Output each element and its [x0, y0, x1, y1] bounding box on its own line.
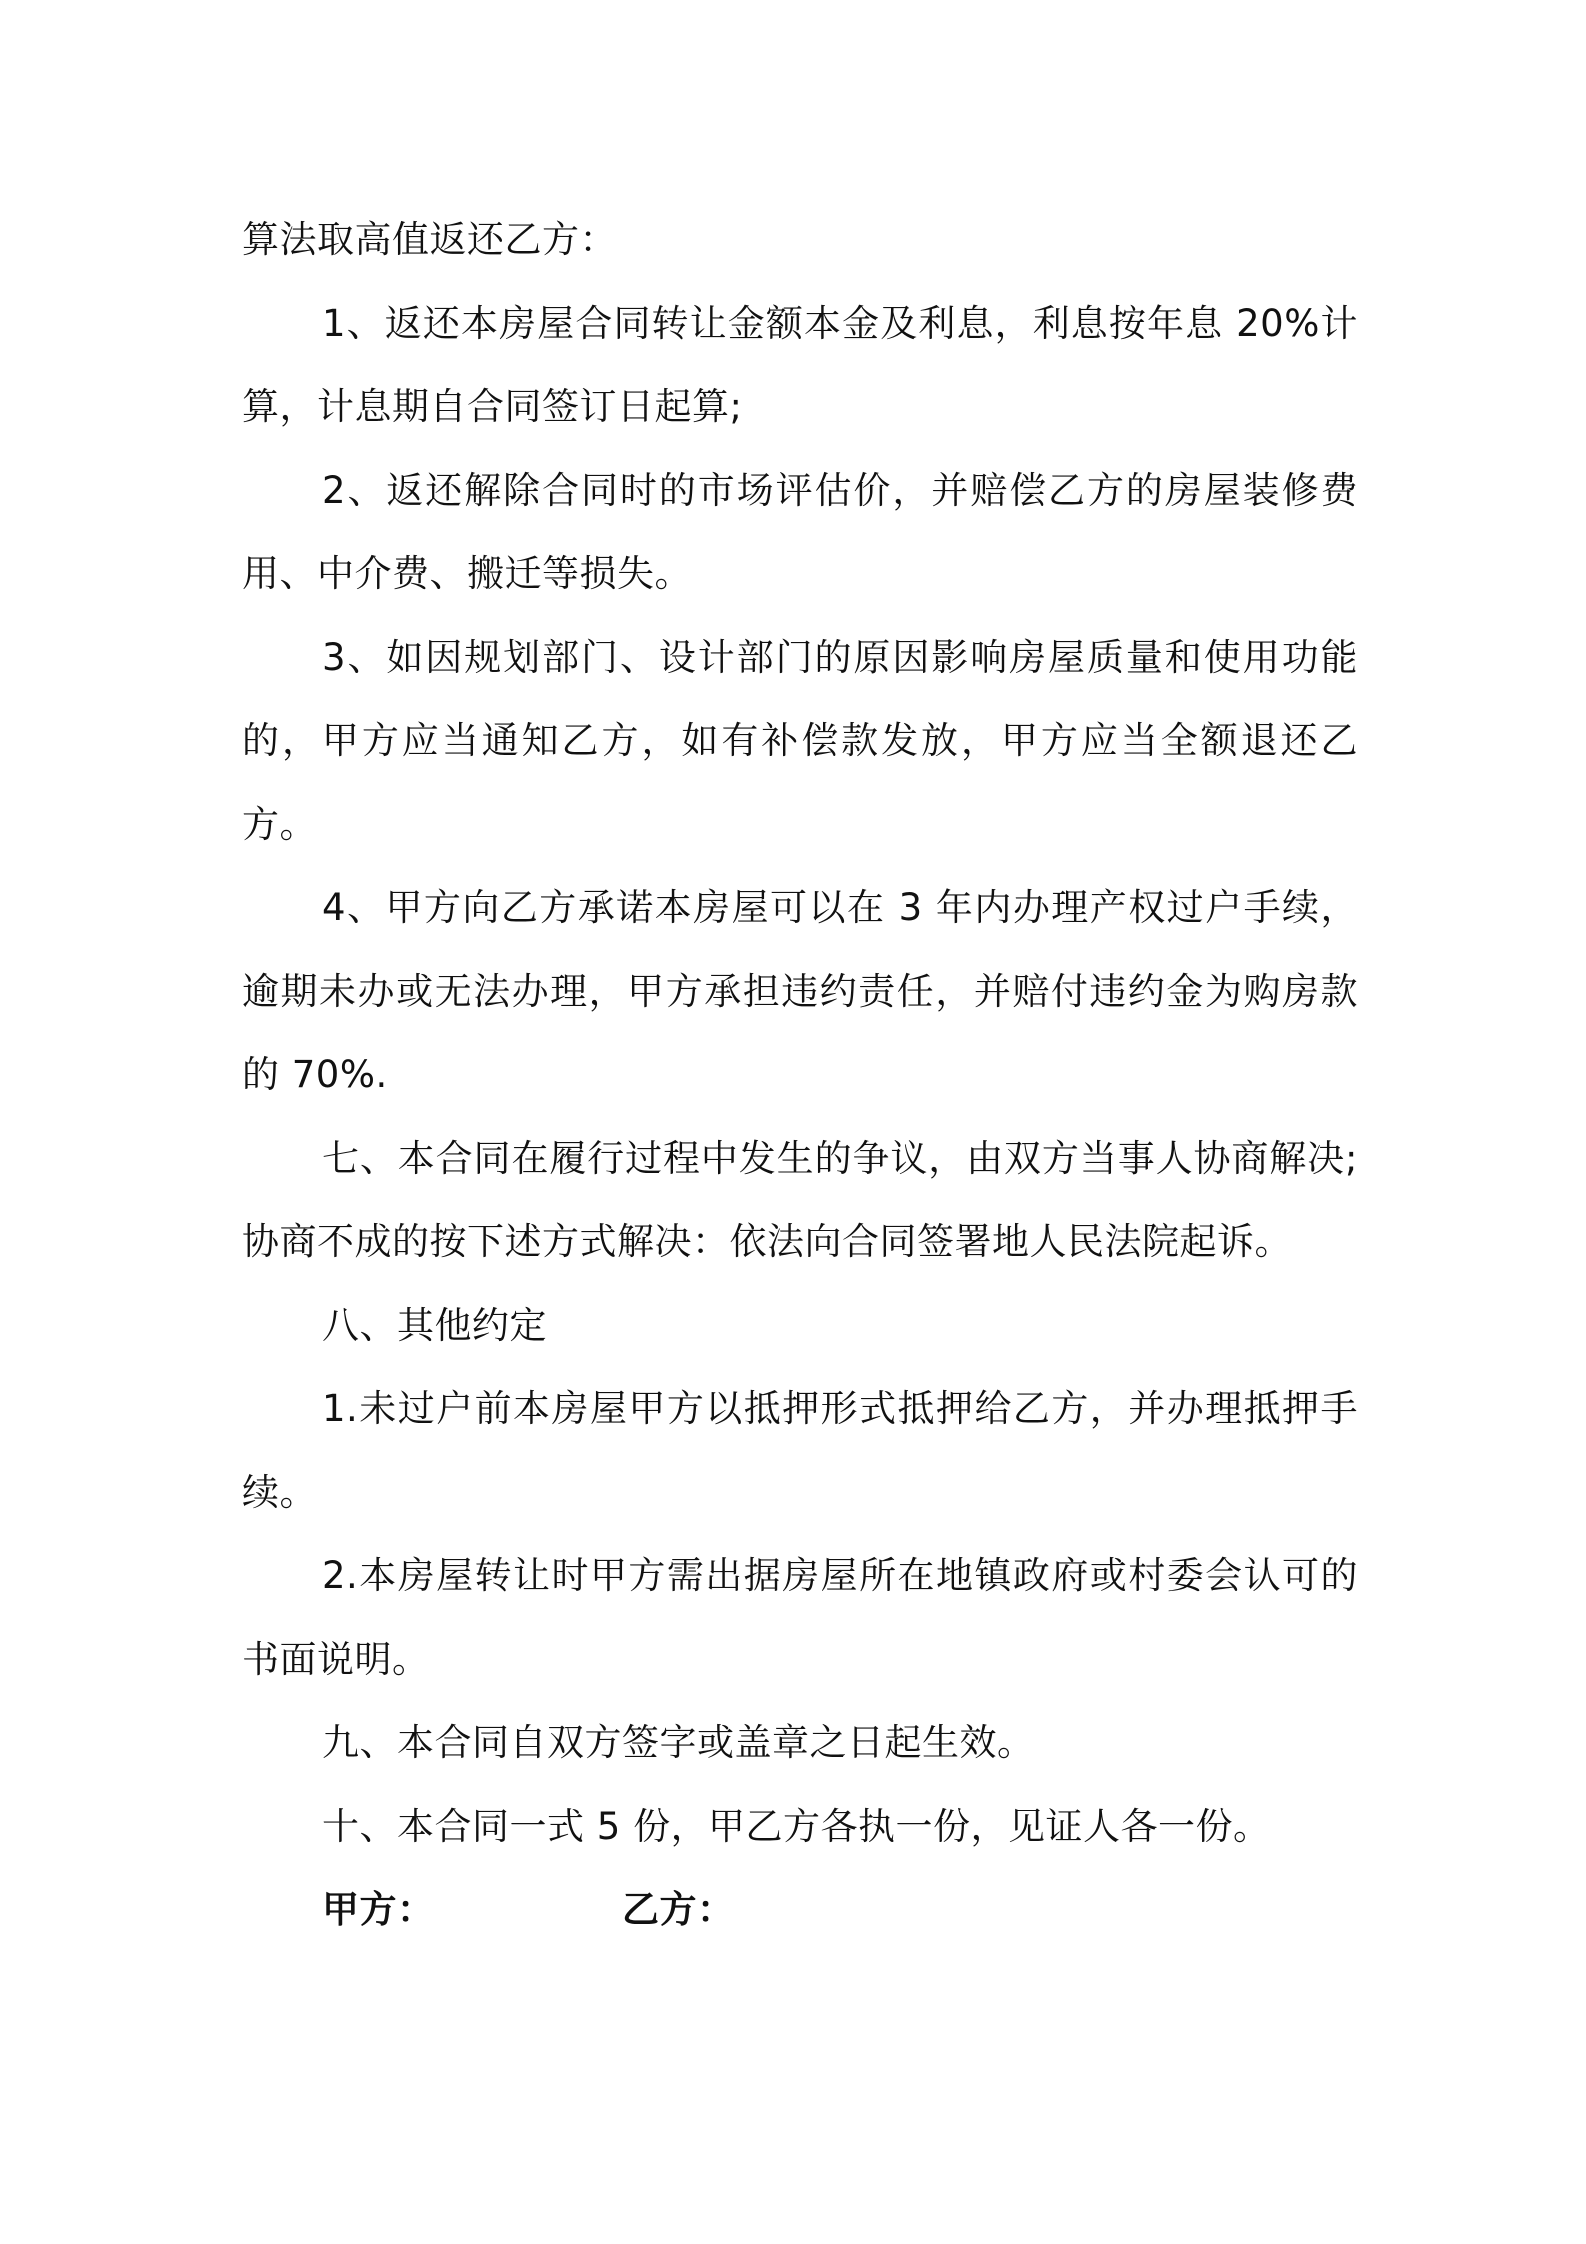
paragraph-item-4-title-transfer: 4、甲方向乙方承诺本房屋可以在 3 年内办理产权过户手续，逾期未办或无法办理，甲方承担违约责任，并赔付违约金为购房款的 70%.	[242, 886, 1358, 1096]
party-a-signature-label: 甲方：	[322, 1888, 435, 1931]
paragraph-item-2-refund-valuation: 2、返还解除合同时的市场评估价，并赔偿乙方的房屋装修费用、中介费、搬迁等损失。	[242, 468, 1358, 595]
paragraph-section-8-item-2-written-statement: 2.本房屋转让时甲方需出据房屋所在地镇政府或村委会认可的书面说明。	[242, 1554, 1358, 1681]
paragraph-section-8-heading: 八、其他约定	[322, 1303, 547, 1347]
document-body	[242, 198, 1358, 1952]
paragraph-section-9-effective: 九、本合同自双方签字或盖章之日起生效。	[322, 1721, 1035, 1764]
paragraph-section-8-item-1-mortgage: 1.未过户前本房屋甲方以抵押形式抵押给乙方，并办理抵押手续。	[242, 1387, 1358, 1514]
paragraph-continuation: 算法取高值返还乙方：	[242, 218, 617, 261]
paragraph-item-1-refund-principal: 1、返还本房屋合同转让金额本金及利息，利息按年息 20%计算，计息期自合同签订日起算;	[242, 301, 1358, 428]
paragraph-section-10-copies: 十、本合同一式 5 份，甲乙方各执一份，见证人各一份。	[322, 1804, 1271, 1848]
party-b-signature-label: 乙方：	[622, 1888, 735, 1931]
paragraph-section-7-disputes: 七、本合同在履行过程中发生的争议，由双方当事人协商解决;协商不成的按下述方式解决：依法向合同签署地人民法院起诉。	[242, 1136, 1358, 1263]
signature-row	[242, 1868, 1358, 1952]
paragraph-item-3-planning-compensation: 3、如因规划部门、设计部门的原因影响房屋质量和使用功能的，甲方应当通知乙方，如有补偿款发放，甲方应当全额退还乙方。	[242, 635, 1358, 846]
